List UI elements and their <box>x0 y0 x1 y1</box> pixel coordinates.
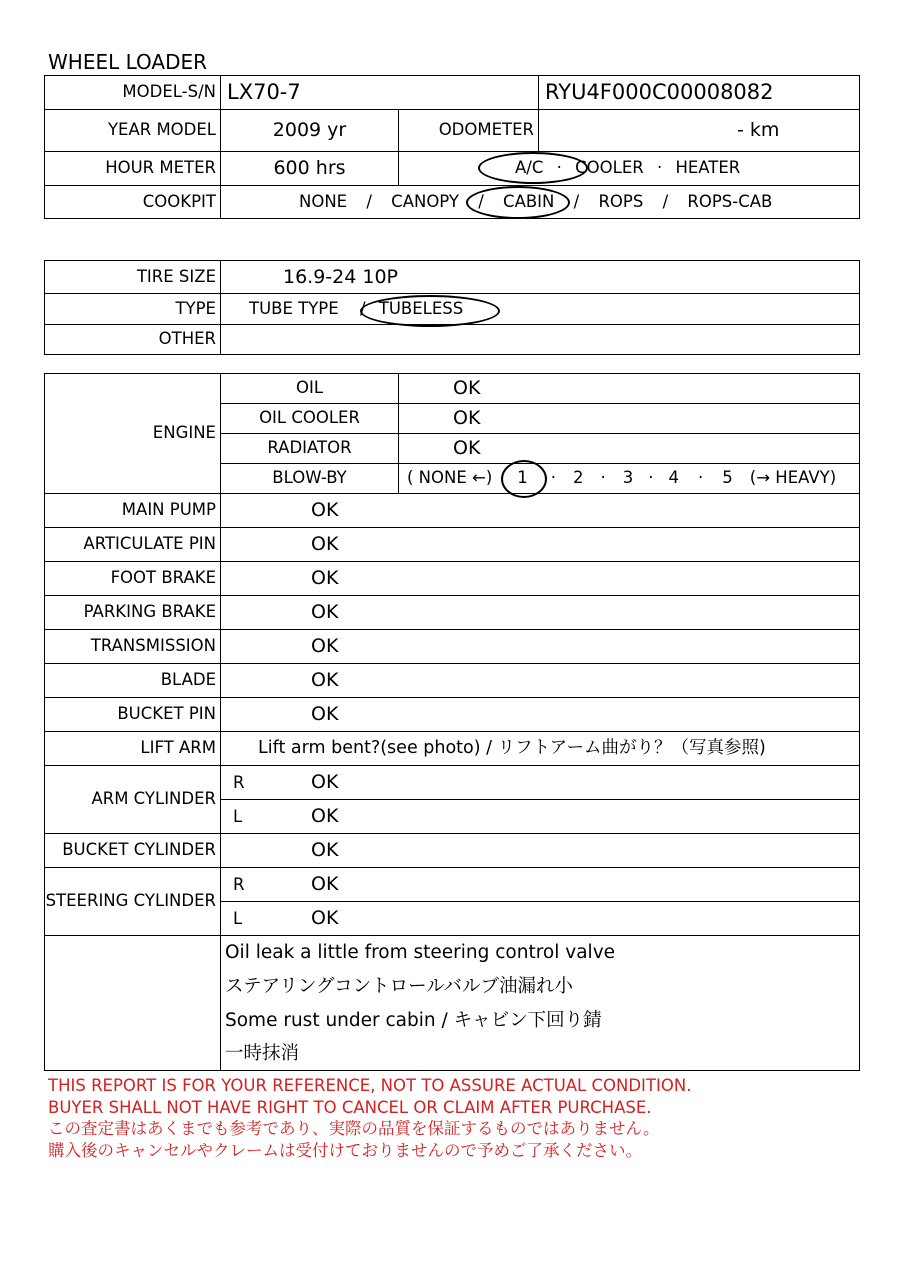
hour-meter-label: HOUR METER <box>45 152 221 186</box>
arm-cylinder-l-row <box>221 800 860 834</box>
blowby-3: 3 <box>622 468 634 488</box>
steering-cylinder-l-value: OK <box>311 907 339 929</box>
cockpit-options: NONE / CANOPY / CABIN / ROPS / ROPS-CAB <box>221 186 860 219</box>
blowby-1: 1 <box>517 468 528 488</box>
serial-value: RYU4F000C00008082 <box>539 76 860 110</box>
steering-cylinder-l-row <box>221 902 860 936</box>
ac-option-ac: A/C <box>515 158 544 178</box>
cockpit-option-canopy: CANOPY <box>391 191 459 211</box>
selection-oval-blowby-1 <box>501 460 547 498</box>
articulate-pin-label: ARTICULATE PIN <box>45 528 221 562</box>
disclaimer-line-jp-2: 購入後のキャンセルやクレームは受付けておりませんので予めご了承ください。 <box>48 1140 642 1160</box>
arm-cylinder-r-value: OK <box>311 771 339 793</box>
inspection-table <box>44 373 860 1071</box>
engine-radiator-label: RADIATOR <box>221 434 399 464</box>
foot-brake-label: FOOT BRAKE <box>45 562 221 596</box>
parking-brake-label: PARKING BRAKE <box>45 596 221 630</box>
engine-oil-value: OK <box>399 374 860 404</box>
engine-oil-label: OIL <box>221 374 399 404</box>
disclaimer-line-jp-1: この査定書はあくまでも参考であり、実際の品質を保証するものではありません。 <box>48 1119 660 1138</box>
engine-blowby-label: BLOW-BY <box>221 464 399 494</box>
tire-other-label: OTHER <box>45 325 221 355</box>
steering-cylinder-r-row <box>221 868 860 902</box>
steering-cylinder-r-value: OK <box>311 873 339 895</box>
tire-size-value: 16.9-24 10P <box>221 261 860 294</box>
selection-oval-ac <box>478 152 588 184</box>
bucket-cylinder-value: OK <box>221 834 860 868</box>
disclaimer-line-en-1: THIS REPORT IS FOR YOUR REFERENCE, NOT TO ASSURE ACTUAL CONDITION. <box>48 1076 692 1095</box>
main-pump-value: OK <box>221 494 860 528</box>
notes-cell <box>221 936 860 1071</box>
document-title: WHEEL LOADER <box>48 50 208 74</box>
cockpit-option-rops-cab: ROPS-CAB <box>687 191 773 211</box>
notes-label-cell <box>45 936 221 1071</box>
year-label: YEAR MODEL <box>45 110 221 152</box>
note-line: Oil leak a little from steering control valve <box>225 942 616 963</box>
odometer-label: ODOMETER <box>399 110 539 152</box>
tire-type-label: TYPE <box>45 294 221 325</box>
engine-label: ENGINE <box>45 374 221 494</box>
arm-cylinder-r-label: R <box>233 773 245 792</box>
arm-cylinder-l-label: L <box>233 807 243 826</box>
tire-type-tubeless: TUBELESS <box>378 298 464 318</box>
ac-option-cooler: COOLER <box>575 158 644 178</box>
cockpit-label: COOKPIT <box>45 186 221 219</box>
articulate-pin-value: OK <box>221 528 860 562</box>
bucket-cylinder-label: BUCKET CYLINDER <box>45 834 221 868</box>
parking-brake-value: OK <box>221 596 860 630</box>
tire-type-options: TUBE TYPE / TUBELESS <box>221 294 860 325</box>
bucket-pin-label: BUCKET PIN <box>45 698 221 732</box>
odometer-value: - km <box>539 110 860 152</box>
arm-cylinder-label: ARM CYLINDER <box>45 766 221 834</box>
model-label: MODEL-S/N <box>45 76 221 110</box>
foot-brake-value: OK <box>221 562 860 596</box>
steering-cylinder-label: STEERING CYLINDER <box>45 868 221 936</box>
note-line: ステアリングコントロールバルブ油漏れ小 <box>225 976 573 997</box>
arm-cylinder-l-value: OK <box>311 805 339 827</box>
blowby-none: ( NONE ←) <box>407 468 493 488</box>
blade-label: BLADE <box>45 664 221 698</box>
ac-option-heater: HEATER <box>675 158 741 178</box>
transmission-value: OK <box>221 630 860 664</box>
engine-radiator-value: OK <box>399 434 860 464</box>
tire-size-label: TIRE SIZE <box>45 261 221 294</box>
main-pump-label: MAIN PUMP <box>45 494 221 528</box>
disclaimer-line-en-2: BUYER SHALL NOT HAVE RIGHT TO CANCEL OR CLAIM AFTER PURCHASE. <box>48 1097 652 1117</box>
selection-oval-cabin <box>466 186 570 219</box>
model-value: LX70-7 <box>221 76 539 110</box>
blowby-4: 4 <box>668 468 680 488</box>
note-line: 一時抹消 <box>225 1043 300 1064</box>
cockpit-option-none: NONE <box>299 191 348 211</box>
engine-oil-cooler-value: OK <box>399 404 860 434</box>
selection-oval-tubeless <box>360 295 500 327</box>
engine-oil-cooler-label: OIL COOLER <box>221 404 399 434</box>
transmission-label: TRANSMISSION <box>45 630 221 664</box>
tire-type-tube: TUBE TYPE <box>249 298 339 318</box>
disclaimer <box>48 1075 691 1161</box>
machine-info-table <box>44 75 860 219</box>
lift-arm-value: Lift arm bent?(see photo) / リフトアーム曲がり？（写真参照) <box>221 732 860 766</box>
blowby-2: 2 <box>573 468 584 488</box>
bucket-pin-value: OK <box>221 698 860 732</box>
lift-arm-label: LIFT ARM <box>45 732 221 766</box>
hour-meter-value: 600 hrs <box>221 152 399 186</box>
cockpit-option-rops: ROPS <box>598 191 644 211</box>
note-line: Some rust under cabin / キャビン下回り錆 <box>225 1010 602 1031</box>
blowby-5: 5 <box>722 468 733 488</box>
cockpit-option-cabin: CABIN <box>503 191 555 211</box>
steering-cylinder-l-label: L <box>233 909 243 928</box>
ac-options: A/C · COOLER · HEATER <box>399 152 860 186</box>
blade-value: OK <box>221 664 860 698</box>
blowby-heavy: (→ HEAVY) <box>749 468 837 488</box>
year-value: 2009 yr <box>221 110 399 152</box>
tire-other-value <box>221 325 860 355</box>
steering-cylinder-r-label: R <box>233 875 245 894</box>
arm-cylinder-r-row <box>221 766 860 800</box>
engine-blowby-scale: ( NONE ←) 1 · 2 · 3 · 4 · 5 (→ HEAVY) <box>399 464 860 494</box>
